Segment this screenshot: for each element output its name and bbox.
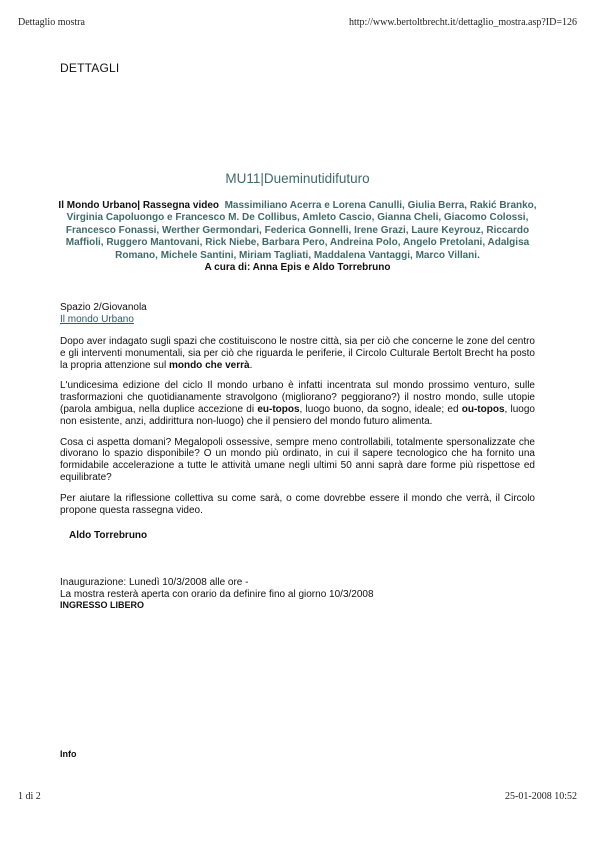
venue-space: Spazio 2/Giovanola [60,302,147,313]
description-body [60,336,535,525]
credits-lead: Il Mondo Urbano| Rassegna video [58,200,220,211]
venue-block [60,302,147,326]
p2-bold-2: ou-topos [461,403,505,415]
inauguration-line: Inaugurazione: Lunedì 10/3/2008 alle ore - [60,577,249,588]
p2-bold-1: eu-topos [257,403,300,415]
info-label: Info [60,749,77,759]
exhibit-title: MU11|Dueminutidifuturo [225,171,370,186]
description-paragraph-3: Cosa ci aspetta domani? Megalopoli ossessive, sempre meno controllabili, totalmente spersonalizzate che divorano lo spazio disponibile? O un mondo più ordinato, in cui il sapere tecnologico che ha fornito una formidabile accelerazione a tutte le attività umane negli ultimi 50 anni saprà dare forme più rispettose ed equilibrate? [60,436,535,483]
description-paragraph-4: Per aiutare la riflessione collettiva su come sarà, o come dovrebbe essere il mondo che verrà, il Circolo propone questa rassegna video. [60,492,535,516]
p1-end: . [249,359,253,371]
p2-text-1: L'undicesima edizione del ciclo Il mondo urbano è infatti incentrata sul mondo prossimo venturo, sulle trasformazioni che quotidianamente stravolgono (migliorano? peggiorano?) il nostro mondo, sulle utopie (parola ambigua, nella duplice accezione di [60,380,535,415]
artist-names: Massimiliano Acerra e Lorena Canulli, Giulia Berra, Rakić Branko, Virginia Capoluongo e Francesco M. De Collibus, Amleto Cascio, Gianna Cheli, Giacomo Colossi, Francesco Fonassi, Werther Germondari, Federica Gonnelli, Irene Grazi, Laure Keyrouz, Riccardo Maffioli, Ruggero Mantovani, Rick Niebe, Barbara Pero, Andreina Polo, Angelo Pretolani, Adalgisa Romano, Michele Santini, Miriam Tagliati, Maddalena Vantaggi, Marco Villani. [65,200,537,261]
description-paragraph-2 [60,380,535,427]
print-header-url: http://www.bertoltbrecht.it/dettaglio_mostra.asp?ID=126 [349,17,577,28]
section-heading: DETTAGLI [60,61,120,75]
series-link[interactable]: Il mondo Urbano [60,314,134,325]
schedule-line: La mostra resterà aperta con orario da definire fino al giorno 10/3/2008 [60,588,374,600]
p2-text-2: , luogo buono, da sogno, ideale; ed [299,403,462,415]
print-footer-datetime: 25-01-2008 10:52 [505,791,577,802]
admission-label: INGRESSO LIBERO [60,600,145,610]
p1-bold: mondo che verrà [168,359,250,371]
credits-block [58,200,537,274]
author-signature: Aldo Torrebruno [69,530,148,541]
p2-text-3: , luogo non esistente, anzi, addirittura non-luogo) che il pensiero del mondo futuro alimenta. [60,403,535,427]
opening-info [60,577,374,612]
description-paragraph-1 [60,336,535,371]
print-footer-page-count: 1 di 2 [18,791,41,802]
print-header-title: Dettaglio mostra [18,17,85,28]
curators-line: A cura di: Anna Epis e Aldo Torrebruno [204,262,391,274]
p1-text: Dopo aver indagato sugli spazi che costituiscono le nostre città, sia per ciò che concerne le zone del centro e gli interventi monumentali, sia per ciò che riguarda le periferie, il Circolo Culturale Bertolt Brecht ha posto la propria attenzione sul [60,336,535,371]
